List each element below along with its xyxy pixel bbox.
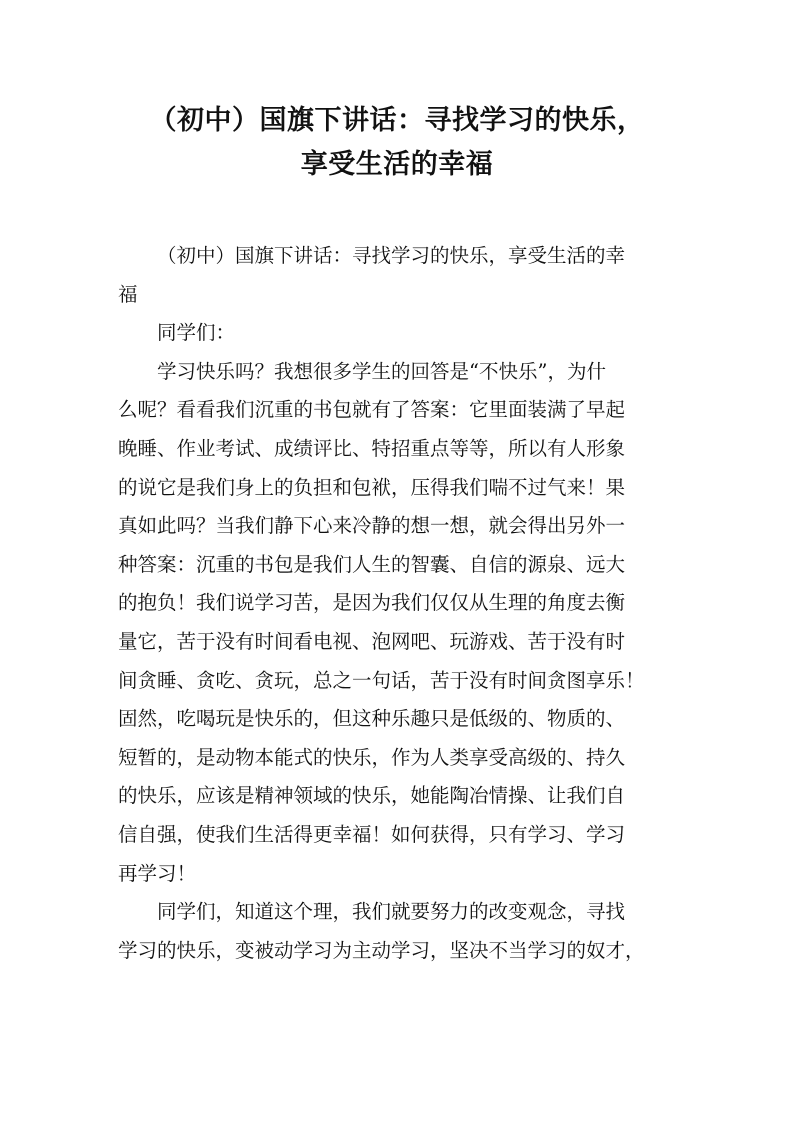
paragraph-line: 同学们，知道这个理，我们就要努力的改变观念，寻找 [157,900,626,924]
paragraph-line: 种答案：沉重的书包是我们人生的智囊、自信的源泉、远大 [118,552,626,576]
paragraph-line: 的抱负！我们说学习苦，是因为我们仅仅从生理的角度去衡 [118,591,626,615]
document-body [118,237,680,970]
paragraph-line: 再学习！ [118,861,197,885]
paragraph-line: 信自强，使我们生活得更幸福！如何获得，只有学习、学习 [118,822,626,846]
paragraph-subtitle-repeat [118,237,680,314]
paragraph-line: 固然，吃喝玩是快乐的，但这种乐趣只是低级的、物质的、 [118,707,626,731]
paragraph-main [118,353,680,893]
paragraph-line: 量它，苦于没有时间看电视、泡网吧、玩游戏、苦于没有时 [118,629,626,653]
paragraph-line: 的说它是我们身上的负担和包袱，压得我们喘不过气来！果 [118,475,626,499]
document-title [90,99,704,187]
paragraph-line: 间贪睡、贪吃、贪玩，总之一句话，苦于没有时间贪图享乐！ [118,668,645,692]
paragraph-line: 学习的快乐，变被动学习为主动学习，坚决不当学习的奴才， [118,938,645,962]
paragraph-line: （初中）国旗下讲话：寻找学习的快乐，享受生活的幸 [157,244,626,267]
title-line: （初中）国旗下讲话：寻找学习的快乐， [149,105,645,136]
title-line: 享受生活的幸福 [300,149,494,180]
paragraph-line: 真如此吗？当我们静下心来冷静的想一想，就会得出另外一 [118,514,626,538]
paragraph-line: 福 [118,282,138,306]
paragraph-greeting [118,314,680,353]
paragraph-line: 晚睡、作业考试、成绩评比、特招重点等等，所以有人形象 [118,436,626,460]
paragraph-line: 学习快乐吗？我想很多学生的回答是“不快乐”，为什 [157,359,606,383]
paragraph-closing [118,893,680,970]
paragraph-line: 同学们： [157,321,236,345]
paragraph-line: 短暂的，是动物本能式的快乐，作为人类享受高级的、持久 [118,745,626,769]
paragraph-line: 么呢？看看我们沉重的书包就有了答案：它里面装满了早起 [118,398,626,422]
paragraph-line: 的快乐，应该是精神领域的快乐，她能陶冶情操、让我们自 [118,784,626,808]
